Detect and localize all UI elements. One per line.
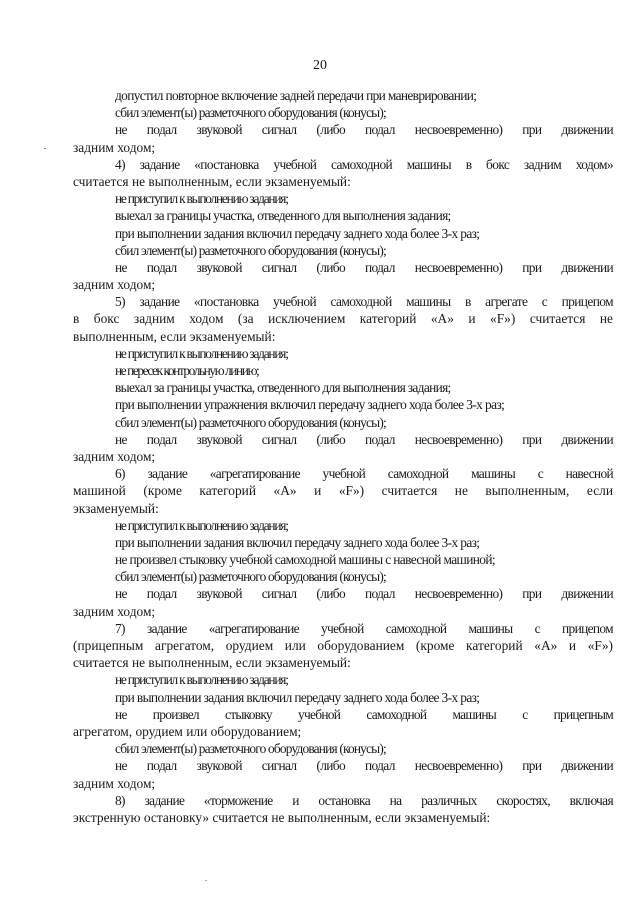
text-line: задним ходом;: [73, 775, 156, 791]
text-line: машиной (кроме категорий «А» и «F») считается не выполненным, если: [73, 483, 613, 499]
text-line: не приступил к выполнению задания;: [115, 191, 288, 207]
text-line: при выполнении задания включил передачу заднего хода более 3-х раз;: [115, 534, 480, 550]
text-line: в бокс задним ходом (за исключением категорий «А» и «F») считается не: [73, 311, 613, 327]
text-line: не подал звуковой сигнал (либо подал несвоевременно) при движении: [115, 431, 613, 447]
text-line: сбил элемент(ы) разметочного оборудования (конусы);: [115, 569, 386, 585]
margin-mark: [44, 148, 46, 149]
text-line: задним ходом;: [73, 603, 156, 619]
text-line: 4) задание «постановка учебной самоходной машины в бокс задним ходом»: [115, 156, 613, 172]
text-line: не пересек контрольную линию;: [115, 363, 259, 378]
text-line: сбил элемент(ы) разметочного оборудования (конусы);: [115, 414, 386, 430]
text-line: экзаменуемый:: [73, 500, 159, 516]
text-line: 5) задание «постановка учебной самоходной машины в агрегате с прицепом: [115, 294, 613, 310]
text-line: сбил элемент(ы) разметочного оборудования (конусы);: [115, 242, 386, 258]
text-line: не подал звуковой сигнал (либо подал несвоевременно) при движении: [115, 586, 613, 602]
text-line: сбил элемент(ы) разметочного оборудования (конусы);: [115, 105, 386, 121]
text-line: не приступил к выполнению задания;: [115, 345, 288, 361]
text-line: 8) задание «торможение и остановка на различных скоростях, включая: [115, 792, 613, 808]
text-line: задним ходом;: [73, 277, 156, 293]
text-line: допустил повторное включение задней передачи при маневрировании;: [115, 88, 477, 103]
page-number: 20: [313, 58, 327, 73]
text-line: сбил элемент(ы) разметочного оборудования (конусы);: [115, 741, 386, 757]
text-line: не подал звуковой сигнал (либо подал несвоевременно) при движении: [115, 122, 613, 138]
text-line: не произвел стыковку учебной самоходной машины с прицепным: [115, 706, 613, 722]
text-line: выехал за границы участка, отведенного для выполнения задания;: [115, 380, 451, 396]
text-line: выполненным, если экзаменуемый:: [73, 328, 276, 344]
text-line: 7) задание «агрегатирование учебной самоходной машины с прицепом: [115, 620, 613, 636]
text-line: не приступил к выполнению задания;: [115, 517, 288, 533]
text-line: экстренную остановку» считается не выполненным, если экзаменуемый:: [73, 809, 491, 825]
scan-speck: [205, 880, 207, 881]
text-line: задним ходом;: [73, 139, 156, 155]
text-line: агрегатом, орудием или оборудованием;: [73, 723, 302, 739]
text-line: выехал за границы участка, отведенного для выполнения задания;: [115, 208, 451, 224]
text-line: не произвел стыковку учебной самоходной машины с навесной машиной;: [115, 552, 495, 568]
text-line: (прицепным агрегатом, орудием или оборудованием (кроме категорий «А» и «F»): [73, 638, 613, 653]
text-line: при выполнении задания включил передачу заднего хода более 3-х раз;: [115, 689, 480, 705]
text-line: не подал звуковой сигнал (либо подал несвоевременно) при движении: [115, 758, 613, 774]
text-line: считается не выполненным, если экзаменуемый:: [73, 173, 351, 189]
text-line: 6) задание «агрегатирование учебной самоходной машины с навесной: [115, 466, 613, 482]
text-line: не приступил к выполнению задания;: [115, 672, 288, 688]
text-line: при выполнении упражнения включил передачу заднего хода более 3-х раз;: [115, 397, 505, 413]
text-line: считается не выполненным, если экзаменуемый:: [73, 655, 351, 671]
text-line: при выполнении задания включил передачу заднего хода более 3-х раз;: [115, 225, 480, 241]
document-body: [73, 87, 613, 826]
text-line: задним ходом;: [73, 448, 156, 464]
text-line: не подал звуковой сигнал (либо подал несвоевременно) при движении: [115, 259, 613, 275]
